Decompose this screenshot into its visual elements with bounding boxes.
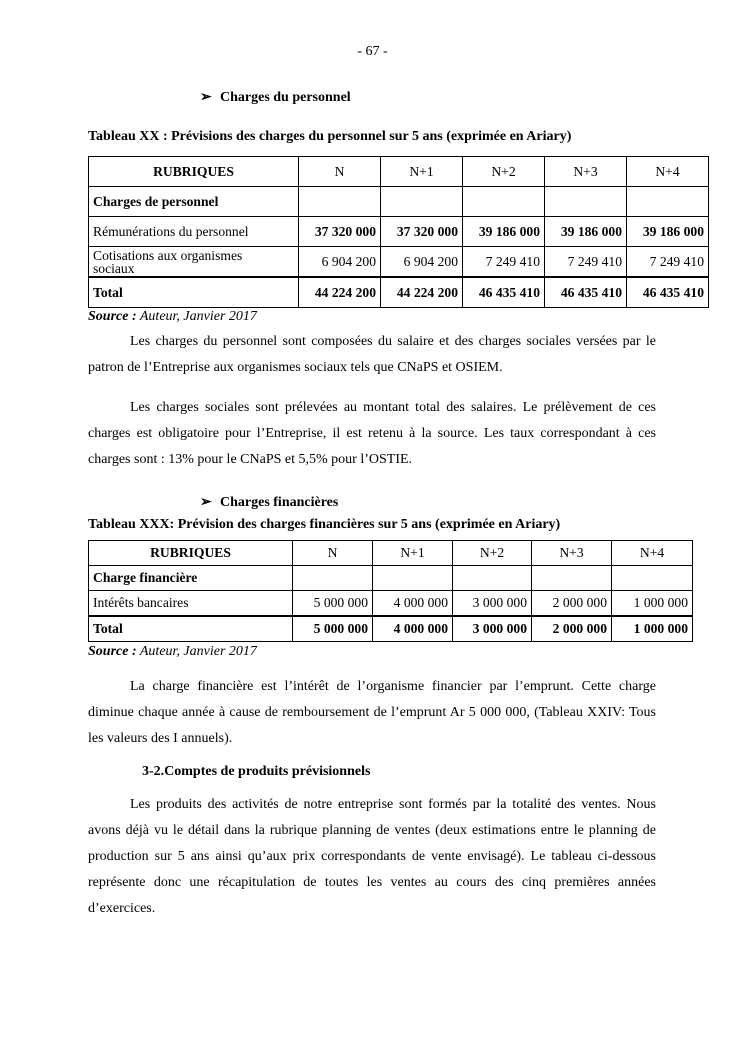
empty-cell	[545, 187, 627, 217]
paragraph-produits	[88, 792, 656, 922]
source-text: Auteur, Janvier 2017	[136, 309, 257, 324]
paragraph-text: Les produits des activités de notre entreprise sont formés par la totalité des ventes. Nous avons déjà vu le détail dans la rubrique planning de ventes (deux estimations entre le planning de production sur 5 ans ainsi qu’aux prix correspondants de vente envisagé). Le tableau ci-dessous représente donc une récapitulation de toutes les ventes au cours des cinq premières années d’exercices.	[88, 797, 656, 916]
paragraph-financieres	[88, 674, 656, 752]
source-note-financieres	[88, 644, 257, 660]
total-value: 46 435 410	[545, 277, 627, 308]
total-value: 2 000 000	[532, 616, 612, 642]
arrow-bullet-icon: ➢	[200, 495, 212, 510]
total-value: 1 000 000	[612, 616, 693, 642]
header-n3: N+3	[545, 157, 627, 187]
header-n4: N+4	[627, 157, 709, 187]
value-cell: 6 904 200	[299, 247, 381, 278]
table-caption-financieres: Tableau XXX: Prévision des charges financières sur 5 ans (exprimée en Ariary)	[88, 517, 561, 532]
section-heading-personnel	[200, 89, 351, 106]
table-group-row	[89, 566, 693, 591]
total-value: 4 000 000	[373, 616, 453, 642]
page-number: - 67 -	[357, 44, 388, 59]
table-row	[89, 217, 709, 247]
table-total-row	[89, 616, 693, 642]
empty-cell	[532, 566, 612, 591]
value-cell: 4 000 000	[373, 591, 453, 617]
header-n2: N+2	[463, 157, 545, 187]
value-cell: 37 320 000	[381, 217, 463, 247]
header-n: N	[299, 157, 381, 187]
table-header-row	[89, 157, 709, 187]
section-heading-financieres	[200, 494, 338, 511]
header-n: N	[293, 541, 373, 566]
total-value: 3 000 000	[453, 616, 532, 642]
header-n2: N+2	[453, 541, 532, 566]
row-label	[89, 247, 299, 278]
source-note-personnel	[88, 309, 257, 325]
heading-text: Charges du personnel	[220, 90, 351, 105]
paragraph-text: La charge financière est l’intérêt de l’organisme financier par l’emprunt. Cette charge diminue chaque année à cause de remboursement de l’emprunt Ar 5 000 000, (Tableau XXIV: Tous les valeurs des I annuels).	[88, 679, 656, 746]
header-n3: N+3	[532, 541, 612, 566]
group-label: Charge financière	[89, 566, 293, 591]
total-label: Total	[89, 616, 293, 642]
empty-cell	[381, 187, 463, 217]
group-label: Charges de personnel	[89, 187, 299, 217]
row-label: Rémunérations du personnel	[89, 217, 299, 247]
arrow-bullet-icon: ➢	[200, 90, 212, 105]
value-cell: 37 320 000	[299, 217, 381, 247]
total-value: 5 000 000	[293, 616, 373, 642]
empty-cell	[453, 566, 532, 591]
total-value: 46 435 410	[463, 277, 545, 308]
row-label-line1: Cotisations aux organismes	[93, 247, 243, 263]
section-heading-produits: 3-2.Comptes de produits prévisionnels	[142, 764, 371, 779]
empty-cell	[612, 566, 693, 591]
value-cell: 7 249 410	[545, 247, 627, 278]
financial-charges-table	[88, 540, 693, 642]
row-label: Intérêts bancaires	[89, 591, 293, 617]
header-rubriques: RUBRIQUES	[89, 541, 293, 566]
paragraph-personnel-1	[88, 329, 656, 381]
value-cell: 7 249 410	[463, 247, 545, 278]
value-cell: 2 000 000	[532, 591, 612, 617]
empty-cell	[373, 566, 453, 591]
table-row	[89, 591, 693, 617]
value-cell: 7 249 410	[627, 247, 709, 278]
empty-cell	[293, 566, 373, 591]
header-n4: N+4	[612, 541, 693, 566]
empty-cell	[627, 187, 709, 217]
value-cell: 5 000 000	[293, 591, 373, 617]
paragraph-personnel-2	[88, 395, 656, 473]
total-label: Total	[89, 277, 299, 308]
total-value: 44 224 200	[299, 277, 381, 308]
table-caption-personnel: Tableau XX : Prévisions des charges du personnel sur 5 ans (exprimée en Ariary)	[88, 129, 572, 144]
header-n1: N+1	[373, 541, 453, 566]
table-total-row	[89, 277, 709, 308]
value-cell: 39 186 000	[463, 217, 545, 247]
paragraph-text: Les charges du personnel sont composées du salaire et des charges sociales versées par le patron de l’Entreprise aux organismes sociaux tels que CNaPS et OSIEM.	[88, 334, 656, 375]
source-label: Source :	[88, 644, 137, 659]
header-rubriques: RUBRIQUES	[89, 157, 299, 187]
value-cell: 1 000 000	[612, 591, 693, 617]
value-cell: 3 000 000	[453, 591, 532, 617]
row-label-line2: sociaux	[93, 260, 135, 276]
source-text: Auteur, Janvier 2017	[136, 644, 257, 659]
total-value: 46 435 410	[627, 277, 709, 308]
paragraph-text: Les charges sociales sont prélevées au montant total des salaires. Le prélèvement de ces charges est obligatoire pour l’Entreprise, il est retenu à la source. Les taux correspondant à ces charges sont : 13% pour le CNaPS et 5,5% pour l’OSTIE.	[88, 400, 656, 467]
empty-cell	[463, 187, 545, 217]
value-cell: 39 186 000	[627, 217, 709, 247]
empty-cell	[299, 187, 381, 217]
table-row	[89, 247, 709, 278]
header-n1: N+1	[381, 157, 463, 187]
heading-text: Charges financières	[220, 495, 339, 510]
personnel-charges-table	[88, 156, 709, 308]
table-header-row	[89, 541, 693, 566]
table-group-row	[89, 187, 709, 217]
total-value: 44 224 200	[381, 277, 463, 308]
value-cell: 6 904 200	[381, 247, 463, 278]
value-cell: 39 186 000	[545, 217, 627, 247]
source-label: Source :	[88, 309, 137, 324]
